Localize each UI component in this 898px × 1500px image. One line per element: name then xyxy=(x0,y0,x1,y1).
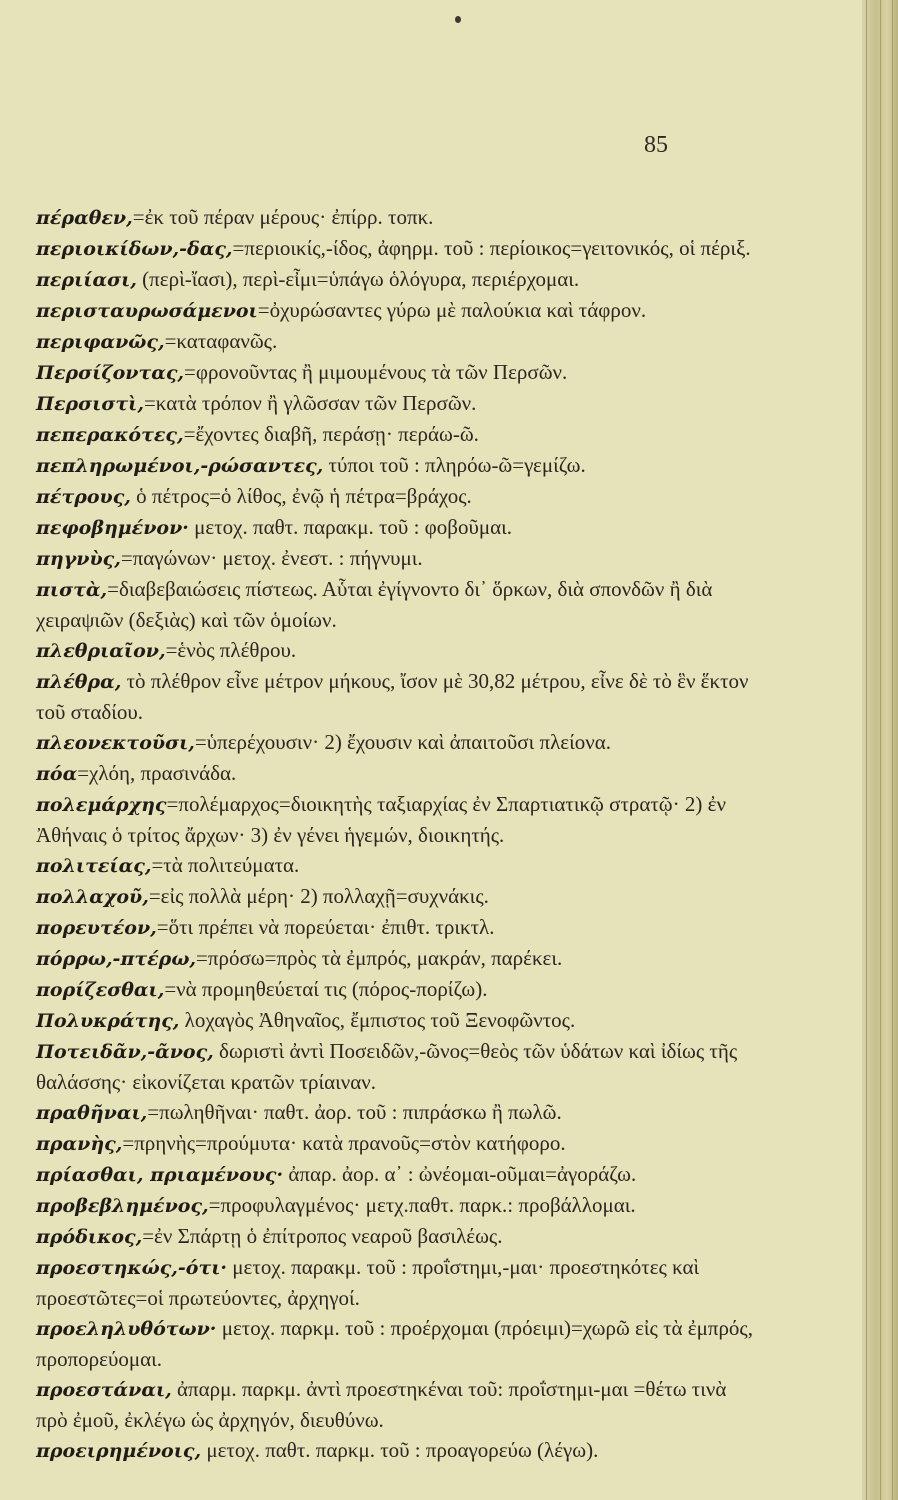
definition: =καταφανῶς. xyxy=(164,329,278,353)
glossary-entry xyxy=(36,1190,756,1221)
headword: περιοικίδων,-δας, xyxy=(36,238,233,260)
definition: μετοχ. παρκμ. τοῦ : προέρχομαι (πρόειμι)=χωρῶ εἰς τὰ ἐμπρός, προπορεύομαι. xyxy=(36,1316,753,1371)
definition: =φρονοῦντας ἢ μιμουμένους τὰ τῶν Περσῶν. xyxy=(184,360,568,384)
edge-line xyxy=(892,0,893,1500)
definition: =ὅτι πρέπει νὰ πορεύεται· ἐπιθτ. τρικτλ. xyxy=(156,915,495,939)
glossary-entry xyxy=(36,974,756,1005)
glossary-entry xyxy=(36,450,756,481)
definition: =προφυλαγμένος· μετχ.παθτ. παρκ.: προβάλλομαι. xyxy=(208,1193,636,1217)
definition: μετοχ. παθτ. παρακμ. τοῦ : φοβοῦμαι. xyxy=(188,515,513,539)
definition: λοχαγὸς Ἀθηναῖος, ἔμπιστος τοῦ Ξενοφῶντος. xyxy=(179,1008,576,1032)
headword: πορευτέον, xyxy=(36,917,157,939)
definition: δωριστὶ ἀντὶ Ποσειδῶν,-ῶνος=θεὸς τῶν ὑδάτων καὶ ἰδίως τῆς θαλάσσης· εἰκονίζεται κρατῶν τρίαιναν. xyxy=(36,1039,738,1094)
definition: =χλόη, πρασινάδα. xyxy=(77,761,237,785)
definition: τύποι τοῦ : πληρόω-ῶ=γεμίζω. xyxy=(323,453,586,477)
definition: =εἰς πολλὰ μέρη· 2) πολλαχῇ=συχνάκις. xyxy=(148,884,489,908)
definition: ὁ πέτρος=ὁ λίθος, ἐνῷ ἡ πέτρα=βράχος. xyxy=(130,484,472,508)
headword: πολιτείας, xyxy=(36,855,152,877)
definition: =ἔχοντες διαβῆ, περάσῃ· περάω-ῶ. xyxy=(183,422,479,446)
headword: Πολυκράτης, xyxy=(36,1010,180,1032)
glossary-entry xyxy=(36,1036,756,1097)
definition: =ἐν Σπάρτῃ ὁ ἐπίτροπος νεαροῦ βασιλέως. xyxy=(142,1224,503,1248)
glossary-entry xyxy=(36,512,756,543)
glossary-entry xyxy=(36,419,756,450)
headword: Ποτειδᾶν,-ᾶνος, xyxy=(36,1041,214,1063)
headword: πλεονεκτοῦσι, xyxy=(36,732,195,754)
definition: =παγώνων· μετοχ. ἐνεστ. : πήγνυμι. xyxy=(120,546,423,570)
headword: πεφοβημένον· xyxy=(36,517,189,539)
headword: πόα xyxy=(36,763,78,785)
headword: πολεμάρχης xyxy=(36,794,167,816)
headword: περιφανῶς, xyxy=(36,331,165,353)
headword: προεστάναι, xyxy=(36,1379,172,1401)
glossary-entry xyxy=(36,1128,756,1159)
definition: =τὰ πολιτεύματα. xyxy=(151,853,300,877)
headword: πέτρους, xyxy=(36,486,131,508)
headword: πεπληρωμένοι,-ρώσαντες, xyxy=(36,455,324,477)
headword: προεστηκώς,-ότι· xyxy=(36,1257,228,1279)
glossary-entry xyxy=(36,326,756,357)
definition: τὸ πλέθρον εἶνε μέτρον μήκους, ἴσον μὲ 30,82 μέτρου, εἶνε δὲ τὸ ἓν ἕκτον τοῦ σταδίου. xyxy=(36,669,749,724)
glossary-entries xyxy=(36,202,756,1466)
glossary-entry xyxy=(36,1252,756,1313)
headword: πρόδικος, xyxy=(36,1226,143,1248)
headword: προεληλυθότων· xyxy=(36,1318,217,1340)
glossary-entry xyxy=(36,758,756,789)
glossary-entry xyxy=(36,789,756,850)
page-number: 85 xyxy=(644,132,668,158)
glossary-entry xyxy=(36,1221,756,1252)
headword: προειρημένοις, xyxy=(36,1440,202,1462)
page-edge xyxy=(862,0,898,1500)
edge-line xyxy=(866,0,867,1500)
glossary-entry xyxy=(36,388,756,419)
glossary-entry xyxy=(36,727,756,758)
glossary-entry xyxy=(36,574,756,635)
definition: =ὀχυρώσαντες γύρω μὲ παλούκια καὶ τάφρον. xyxy=(257,298,647,322)
headword: πόρρω,-πτέρω, xyxy=(36,948,197,970)
headword: πέραθεν, xyxy=(36,207,133,229)
headword: Περσίζοντας, xyxy=(36,362,185,384)
definition: =διαβεβαιώσεις πίστεως. Αὗται ἐγίγνοντο δι᾿ ὅρκων, διὰ σπονδῶν ἢ διὰ χειραψιῶν (δεξιὰς) καὶ τῶν ὁμοίων. xyxy=(36,577,713,632)
definition: =ἑνὸς πλέθρου. xyxy=(165,638,297,662)
headword: περιίασι, xyxy=(36,269,137,291)
glossary-entry xyxy=(36,543,756,574)
glossary-entry xyxy=(36,1435,756,1466)
glossary-entry xyxy=(36,666,756,727)
glossary-entry xyxy=(36,357,756,388)
headword: πορίζεσθαι, xyxy=(36,979,165,1001)
edge-line xyxy=(880,0,881,1500)
definition: μετοχ. παθτ. παρκμ. τοῦ : προαγορεύω (λέγω). xyxy=(201,1438,599,1462)
headword: πρίασθαι, πριαμένους· xyxy=(36,1164,284,1186)
glossary-entry xyxy=(36,1097,756,1128)
glossary-entry xyxy=(36,1159,756,1190)
headword: πεπερακότες, xyxy=(36,424,184,446)
headword: Περσιστὶ, xyxy=(36,393,144,415)
glossary-entry xyxy=(36,481,756,512)
glossary-entry xyxy=(36,295,756,326)
definition: =ἐκ τοῦ πέραν μέρους· ἐπίρρ. τοπκ. xyxy=(132,205,434,229)
definition: =πολέμαρχος=διοικητὴς ταξιαρχίας ἐν Σπαρτιατικῷ στρατῷ· 2) ἐν Ἀθήναις ὁ τρίτος ἄρχων· 3) ἐν γένει ἡγεμών, διοικητής. xyxy=(36,792,726,847)
headword: πιστὰ, xyxy=(36,579,108,601)
glossary-entry xyxy=(36,1374,756,1435)
glossary-entry xyxy=(36,635,756,666)
definition: ἀπαρμ. παρκμ. ἀντὶ προεστηκέναι τοῦ: προΐστημι-μαι =θέτω τινὰ πρὸ ἐμοῦ, ἐκλέγω ὡς ἀρχηγόν, διευθύνω. xyxy=(36,1377,727,1432)
ink-dot xyxy=(455,16,461,23)
definition: =περιοικίς,-ίδος, ἀφηρμ. τοῦ : περίοικος=γειτονικός, οἱ πέριξ. xyxy=(232,236,751,260)
definition: =νὰ προμηθεύεταί τις (πόρος-πορίζω). xyxy=(164,977,488,1001)
definition: (περὶ-ἴασι), περὶ-εἶμι=ὑπάγω ὁλόγυρα, περιέρχομαι. xyxy=(136,267,580,291)
definition: =κατὰ τρόπον ἢ γλῶσσαν τῶν Περσῶν. xyxy=(143,391,477,415)
glossary-entry xyxy=(36,1005,756,1036)
definition: μετοχ. παρακμ. τοῦ : προΐστημι,-μαι· προεστηκότες καὶ προεστῶτες=οἱ πρωτεύοντες, ἀρχηγοί. xyxy=(36,1255,700,1310)
headword: πραθῆναι, xyxy=(36,1102,148,1124)
glossary-entry xyxy=(36,912,756,943)
glossary-entry xyxy=(36,1313,756,1374)
glossary-entry xyxy=(36,202,756,233)
definition: ἀπαρ. ἀορ. α᾿ : ὠνέομαι-οῦμαι=ἀγοράζω. xyxy=(283,1162,637,1186)
headword: προβεβλημένος, xyxy=(36,1195,209,1217)
glossary-entry xyxy=(36,233,756,264)
glossary-entry xyxy=(36,943,756,974)
headword: πρανὴς, xyxy=(36,1133,123,1155)
headword: πλεθριαῖον, xyxy=(36,640,166,662)
headword: πολλαχοῦ, xyxy=(36,886,149,908)
glossary-entry xyxy=(36,850,756,881)
glossary-entry xyxy=(36,264,756,295)
headword: περισταυρωσάμενοι xyxy=(36,300,258,322)
glossary-entry xyxy=(36,881,756,912)
definition: =πρηνὴς=προύμυτα· κατὰ πρανοῦς=στὸν κατήφορο. xyxy=(122,1131,566,1155)
headword: πλέθρα, xyxy=(36,671,122,693)
definition: =πωληθῆναι· παθτ. ἀορ. τοῦ : πιπράσκω ἢ πωλῶ. xyxy=(147,1100,562,1124)
definition: =ὑπερέχουσιν· 2) ἔχουσιν καὶ ἀπαιτοῦσι πλείονα. xyxy=(194,730,611,754)
definition: =πρόσω=πρὸς τὰ ἐμπρός, μακράν, παρέκει. xyxy=(196,946,563,970)
headword: πηγνὺς, xyxy=(36,548,121,570)
